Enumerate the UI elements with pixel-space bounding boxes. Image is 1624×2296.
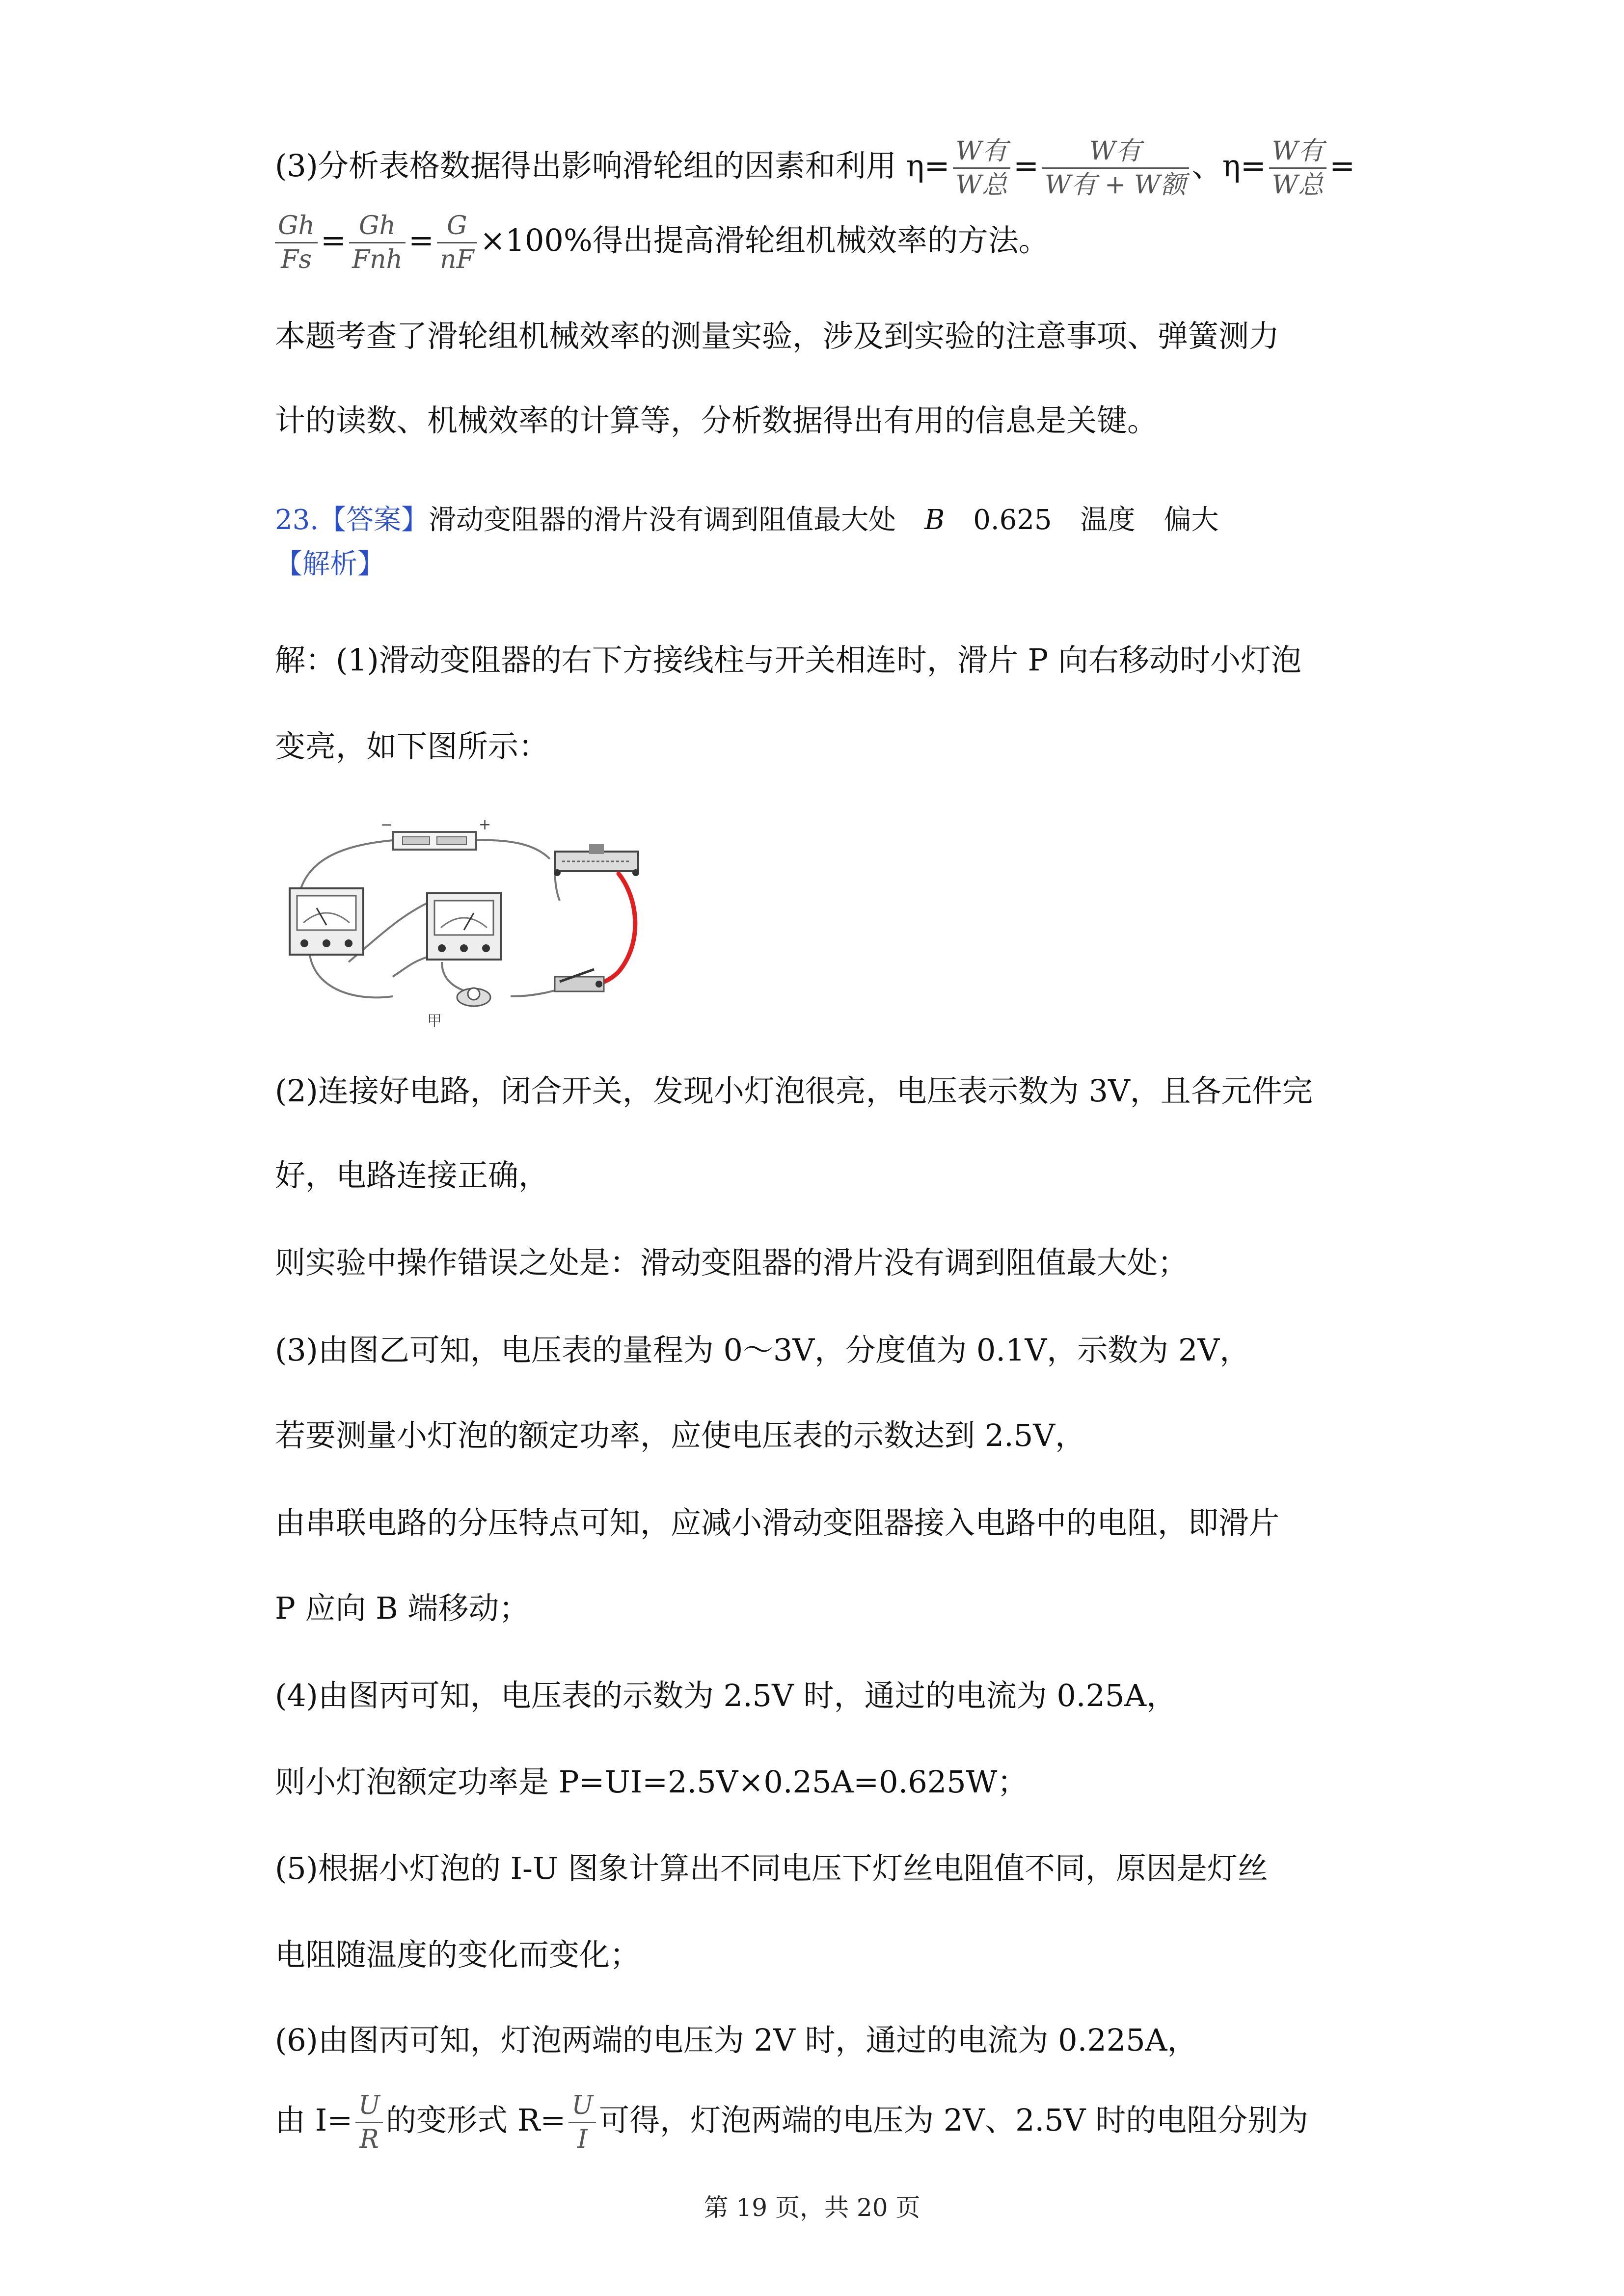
efficiency-fraction-2: $\frac{\text{W有}}{\text{W有 + W额}}$ <box>1042 135 1189 201</box>
efficiency-fraction-6: $\frac{G}{nF}$ <box>437 210 477 276</box>
formula-line-2: $\frac{Gh}{Fs}$ = $\frac{Gh}{\text{Fnh}}$ = $\frac{G}{nF}$ ×100%得出提高滑轮组机械效率的方法。 <box>275 206 1355 275</box>
paragraph-line: 则实验中操作错误之处是：滑动变阻器的滑片没有调到阻值最大处； <box>275 1245 1189 1281</box>
formula-line-1: (3)分析表格数据得出影响滑轮组的因素和利用 η= $\frac{\text{W有}}{\text{W总}}$ = $\frac{\text{W有}}{\text{W有 + W额}}$ 、η= $\frac{\text{W有}}{\text{W总}}$ = <box>275 132 1355 200</box>
paragraph-line: (3)由图乙可知，电压表的量程为 0～3V，分度值为 0.1V，示数为 2V， <box>275 1332 1250 1368</box>
paragraph-text: ×100%得出提高滑轮组机械效率的方法。 <box>480 222 1049 258</box>
efficiency-fraction-4: $\frac{Gh}{Fs}$ <box>275 210 318 276</box>
voltmeter-icon <box>427 893 501 960</box>
paragraph-line: 本题考查了滑轮组机械效率的测量实验，涉及到实验的注意事项、弹簧测力 <box>275 318 1280 354</box>
answer-line <box>275 501 1355 540</box>
question-number: 23. <box>275 504 319 536</box>
answer-item-5: 偏大 <box>1164 504 1219 536</box>
answer-tag: 【答案】 <box>319 504 429 536</box>
ohm-fraction-1: $\frac{U}{R}$ <box>355 2089 383 2156</box>
paragraph-line: (5)根据小灯泡的 I-U 图象计算出不同电压下灯丝电阻值不同，原因是灯丝 <box>275 1850 1268 1886</box>
paragraph-line: 电阻随温度的变化而变化； <box>275 1937 641 1973</box>
paragraph-text: (3)分析表格数据得出影响滑轮组的因素和利用 η= <box>275 148 950 184</box>
paragraph-line: 解：(1)滑动变阻器的右下方接线柱与开关相连时，滑片 P 向右移动时小灯泡 <box>275 642 1301 678</box>
formula-line-3: 由 I= $\frac{U}{R}$ 的变形式 R= $\frac{U}{I}$ 可得，灯泡两端的电压为 2V、2.5V 时的电阻分别为 <box>275 2086 1355 2155</box>
paragraph-line: 若要测量小灯泡的额定功率，应使电压表的示数达到 2.5V， <box>275 1417 1086 1453</box>
paragraph-line: (4)由图丙可知，电压表的示数为 2.5V 时，通过的电流为 0.25A， <box>275 1678 1177 1713</box>
battery-minus-label: − <box>380 816 393 833</box>
circuit-diagram <box>280 815 643 1031</box>
answer-item-3: 0.625 <box>973 504 1052 536</box>
page-footer: 第 19 页，共 20 页 <box>704 2193 920 2222</box>
paragraph-line: 则小灯泡额定功率是 P=UI=2.5V×0.25A=0.625W； <box>275 1764 1028 1800</box>
paragraph-line: 计的读数、机械效率的计算等，分析数据得出有用的信息是关键。 <box>275 402 1158 438</box>
answer-item-2: B <box>924 504 945 536</box>
answer-item-4: 温度 <box>1080 504 1136 536</box>
paragraph-line: P 应向 B 端移动； <box>275 1590 530 1626</box>
analysis-tag: 【解析】 <box>275 548 385 580</box>
figure-caption: 甲 <box>427 1013 442 1030</box>
efficiency-fraction-1: $\frac{\text{W有}}{\text{W总}}$ <box>953 135 1010 201</box>
battery-plus-label: + <box>479 816 491 833</box>
answer-item-1: 滑动变阻器的滑片没有调到阻值最大处 <box>429 504 896 536</box>
efficiency-fraction-5: $\frac{Gh}{\text{Fnh}}$ <box>349 210 406 276</box>
paragraph-line: 由串联电路的分压特点可知，应减小滑动变阻器接入电路中的电阻，即滑片 <box>275 1505 1280 1541</box>
ohm-fraction-2: $\frac{U}{I}$ <box>568 2089 596 2156</box>
highlighted-wire <box>594 874 635 984</box>
switch-icon <box>555 969 604 991</box>
efficiency-fraction-3: $\frac{\text{W有}}{\text{W总}}$ <box>1269 135 1326 201</box>
bulb-icon <box>457 988 490 1006</box>
rheostat-icon <box>554 844 639 876</box>
paragraph-line: 好，电路连接正确， <box>275 1157 549 1193</box>
paragraph-line: (2)连接好电路，闭合开关，发现小灯泡很亮，电压表示数为 3V，且各元件完 <box>275 1073 1313 1109</box>
battery-icon <box>380 816 491 850</box>
ammeter-icon <box>290 888 363 955</box>
paragraph-line: 变亮，如下图所示： <box>275 728 549 764</box>
paragraph-line: (6)由图丙可知，灯泡两端的电压为 2V 时，通过的电流为 0.225A， <box>275 2022 1198 2058</box>
